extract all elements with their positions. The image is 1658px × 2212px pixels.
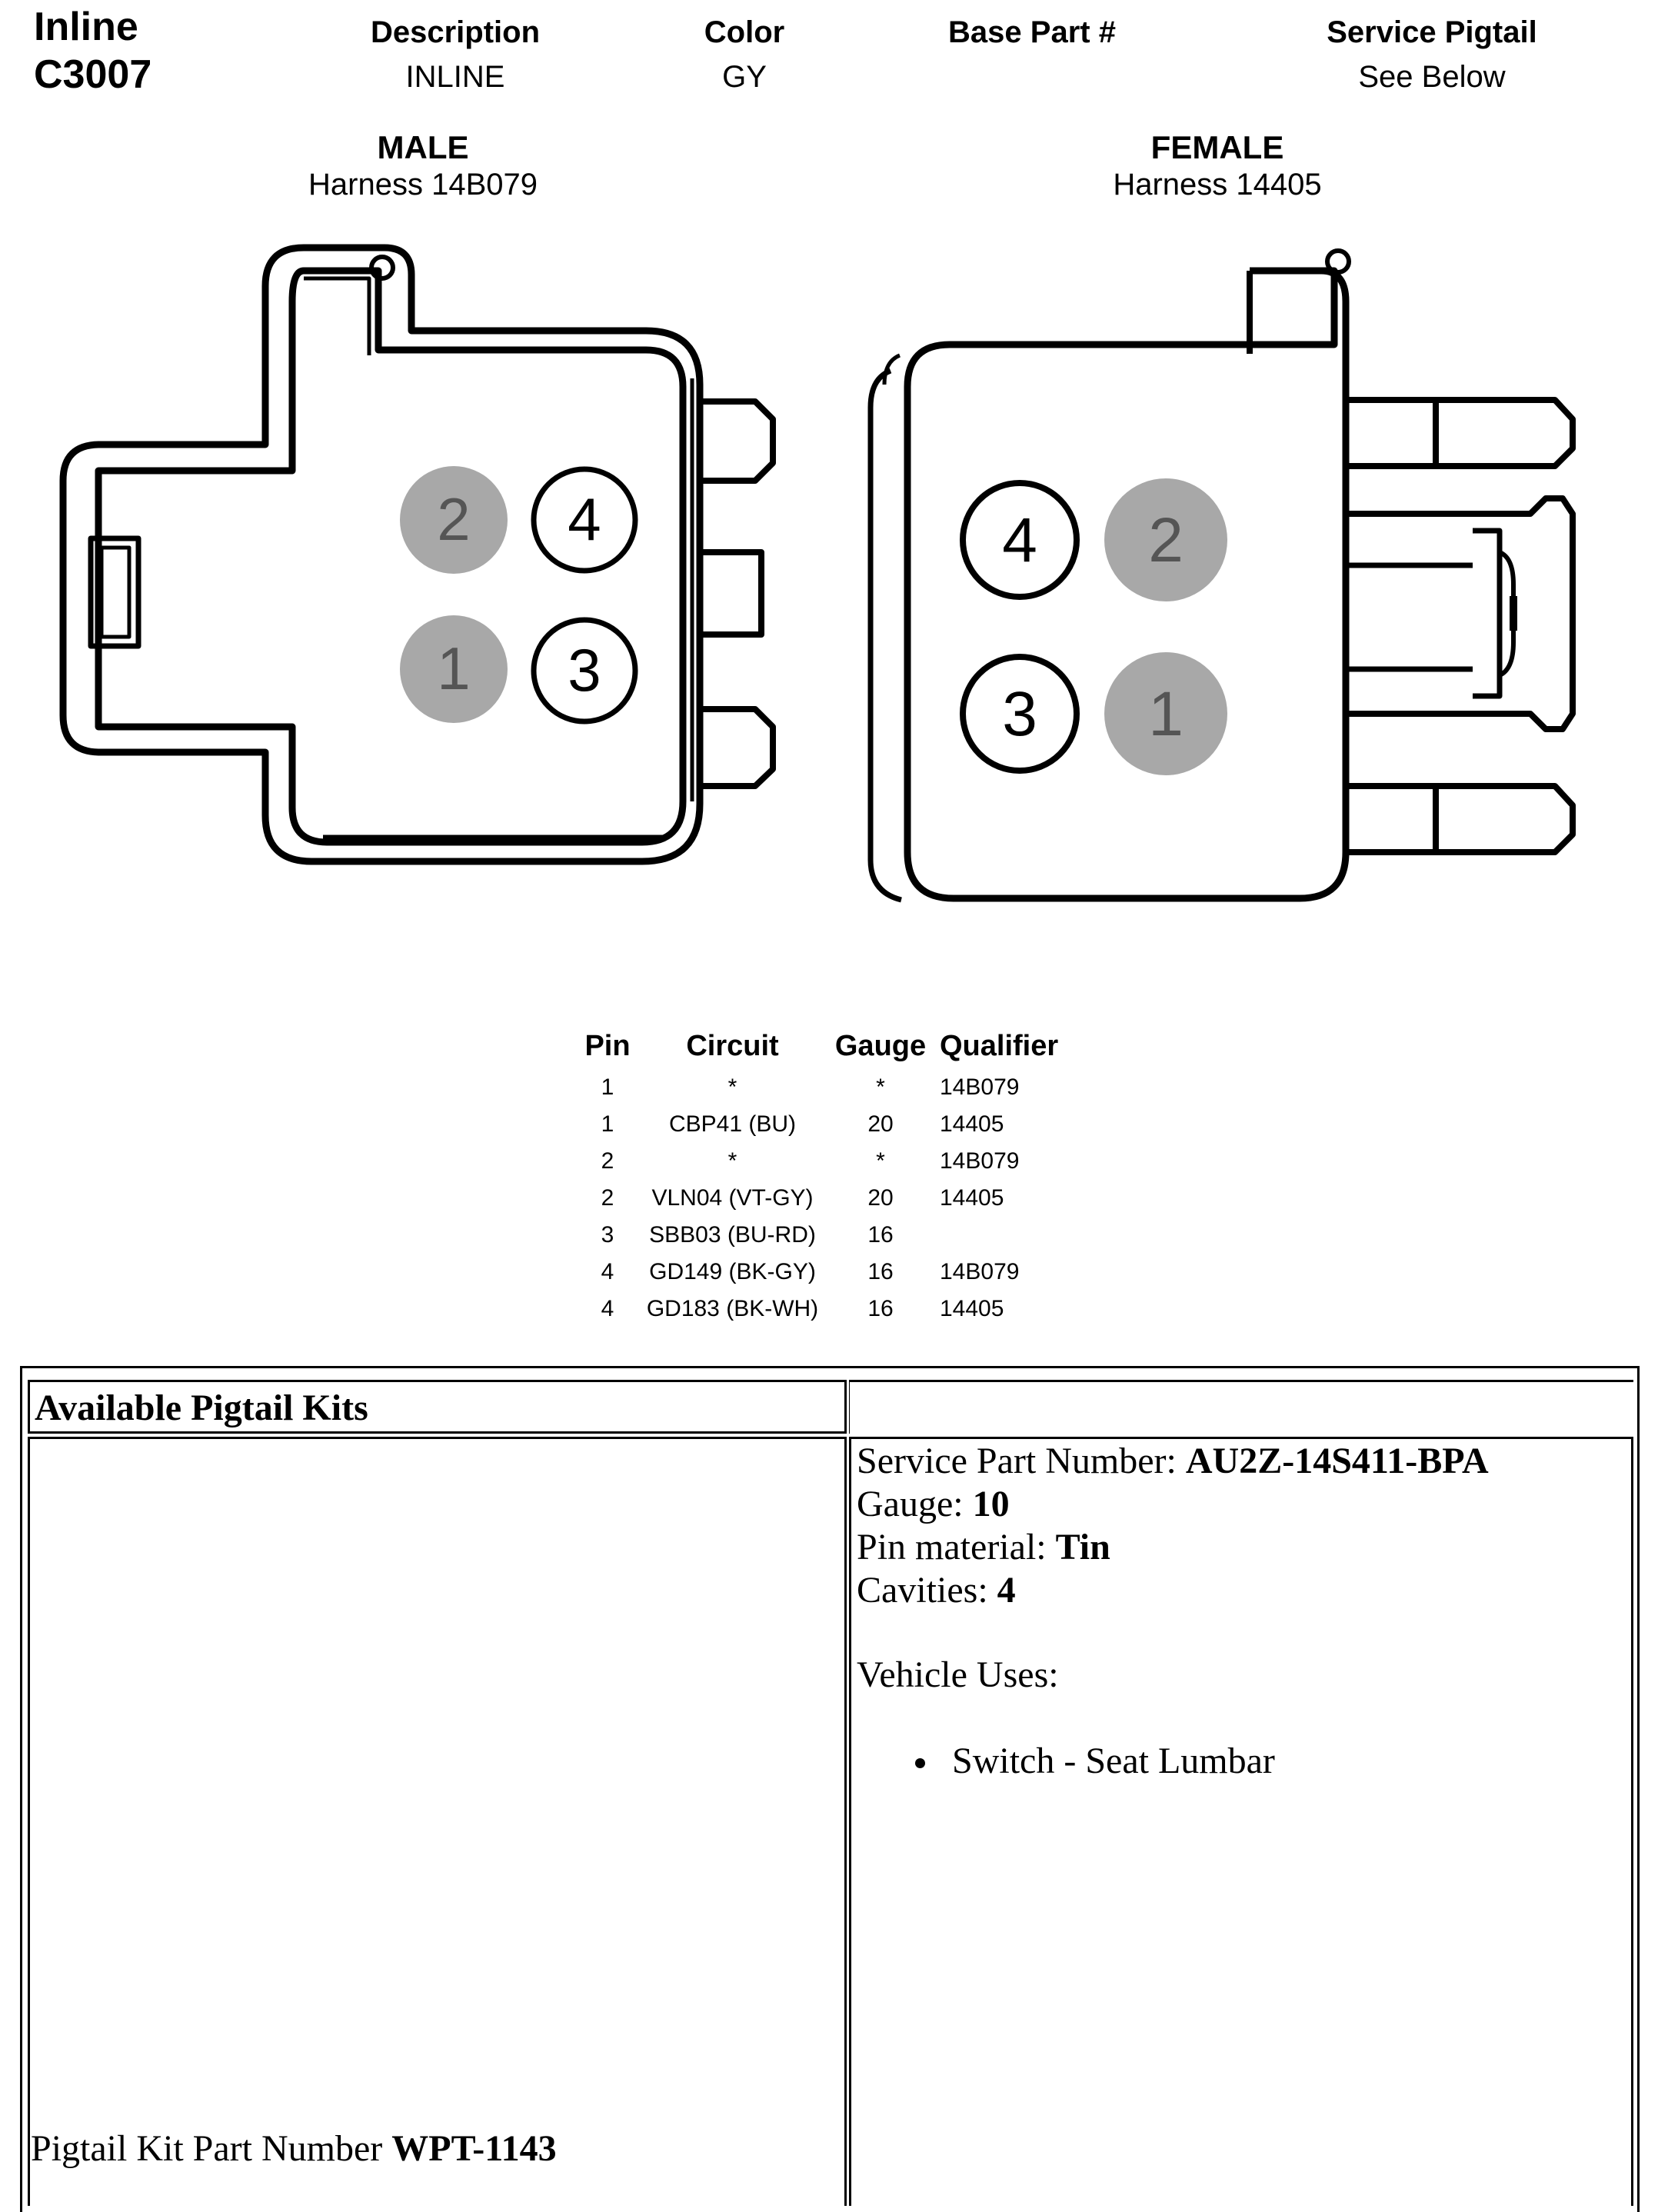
pin-cell: 3 (601, 1222, 614, 1248)
pin-table-header (573, 1023, 1086, 1069)
female-pin-4-label: 4 (1002, 505, 1037, 575)
male-pin-1 (400, 615, 508, 723)
qualifier-cell: 14405 (940, 1185, 1004, 1211)
gauge-label: Gauge: (857, 1484, 973, 1524)
cavities-value: 4 (997, 1570, 1016, 1611)
gauge-cell: 20 (867, 1185, 894, 1211)
female-pin-1-label: 1 (1148, 679, 1184, 749)
gauge-cell: * (876, 1148, 885, 1174)
kit-part-number (31, 2127, 557, 2170)
vehicle-uses-label: Vehicle Uses: (857, 1654, 1059, 1695)
male-title: MALE (377, 129, 469, 165)
cavities-line (857, 1569, 1489, 1612)
qualifier-cell: 14B079 (940, 1148, 1020, 1174)
qualifier-cell: 14405 (940, 1296, 1004, 1321)
table-row (573, 1143, 1086, 1180)
vehicle-uses-list (915, 1740, 1275, 1783)
pin-cell: 4 (601, 1296, 614, 1321)
kit-image-cell (28, 1437, 847, 2206)
female-pin-2-label: 2 (1148, 505, 1184, 575)
female-harness: Harness 14405 (1113, 168, 1322, 202)
bullet-icon (915, 1758, 925, 1768)
gauge-cell: 16 (867, 1296, 894, 1321)
table-row (573, 1291, 1086, 1328)
table-row (573, 1217, 1086, 1254)
pin-cell: 4 (601, 1259, 614, 1284)
table-row (573, 1180, 1086, 1217)
col-circuit: Circuit (686, 1029, 779, 1062)
vehicle-use-text: Switch - Seat Lumbar (952, 1741, 1275, 1781)
pin-table (573, 1023, 1086, 1328)
circuit-cell: CBP41 (BU) (668, 1111, 797, 1137)
circuit-cell: GD183 (BK-WH) (646, 1296, 819, 1321)
pin-cell: 1 (601, 1111, 614, 1137)
male-pin-2 (400, 466, 508, 574)
male-pin-1-label: 1 (437, 635, 471, 702)
gauge-line (857, 1483, 1489, 1526)
male-harness: Harness 14B079 (308, 168, 538, 202)
connector-number: C3007 (34, 52, 152, 97)
female-pin-3 (963, 657, 1077, 771)
pin-cell: 1 (601, 1074, 614, 1100)
pin-material-label: Pin material: (857, 1527, 1056, 1567)
circuit-cell: GD149 (BK-GY) (649, 1259, 816, 1284)
kits-heading: Available Pigtail Kits (35, 1387, 368, 1428)
circuit-cell: * (727, 1148, 737, 1174)
cavities-label: Cavities: (857, 1570, 997, 1611)
qualifier-cell (938, 1217, 1086, 1254)
circuit-cell: SBB03 (BU-RD) (649, 1222, 816, 1248)
female-pin-3-label: 3 (1002, 679, 1037, 749)
circuit-cell: * (727, 1074, 737, 1100)
table-row (573, 1069, 1086, 1106)
col-gauge: Gauge (834, 1029, 927, 1062)
description-label: Description (370, 15, 541, 49)
service-part-label: Service Part Number: (857, 1441, 1186, 1481)
pin-material-line (857, 1526, 1489, 1569)
color-label: Color (704, 15, 785, 49)
kit-part-value: WPT-1143 (391, 2128, 557, 2169)
male-pin-3 (534, 620, 635, 721)
kit-part-label: Pigtail Kit Part Number (31, 2128, 392, 2169)
gauge-value: 10 (972, 1484, 1010, 1524)
service-part-value: AU2Z-14S411-BPA (1185, 1441, 1489, 1481)
pin-cell: 2 (601, 1185, 614, 1211)
base-part-label: Base Part # (948, 15, 1116, 49)
table-row (573, 1254, 1086, 1291)
kit-info (857, 1440, 1489, 1612)
connector-type: Inline (34, 5, 138, 49)
description-value: INLINE (405, 60, 505, 94)
connector-drawings (0, 0, 1658, 938)
qualifier-cell: 14B079 (940, 1259, 1020, 1284)
col-pin: Pin (584, 1029, 631, 1062)
male-pin-4 (534, 469, 635, 571)
color-value: GY (722, 60, 767, 94)
gauge-cell: * (876, 1074, 885, 1100)
pin-cell: 2 (601, 1148, 614, 1174)
service-part-line (857, 1440, 1489, 1483)
female-pin-4 (963, 483, 1077, 597)
service-pigtail-value: See Below (1358, 60, 1506, 94)
circuit-cell: VLN04 (VT-GY) (651, 1185, 814, 1211)
list-item (915, 1740, 1275, 1783)
col-qualifier: Qualifier (940, 1029, 1059, 1062)
gauge-cell: 20 (867, 1111, 894, 1137)
kits-heading-cell (28, 1380, 847, 1434)
female-pin-2 (1104, 478, 1227, 601)
female-title: FEMALE (1150, 129, 1284, 165)
service-pigtail-label: Service Pigtail (1327, 15, 1537, 49)
female-pin-1 (1104, 652, 1227, 775)
qualifier-cell: 14405 (940, 1111, 1004, 1137)
kits-heading-spacer (849, 1380, 1633, 1434)
qualifier-cell: 14B079 (940, 1074, 1020, 1100)
gauge-cell: 16 (867, 1259, 894, 1284)
pin-material-value: Tin (1055, 1527, 1110, 1567)
male-pin-3-label: 3 (568, 636, 601, 704)
male-pin-2-label: 2 (437, 485, 471, 553)
gauge-cell: 16 (867, 1222, 894, 1248)
table-row (573, 1106, 1086, 1143)
male-pin-4-label: 4 (568, 485, 601, 553)
